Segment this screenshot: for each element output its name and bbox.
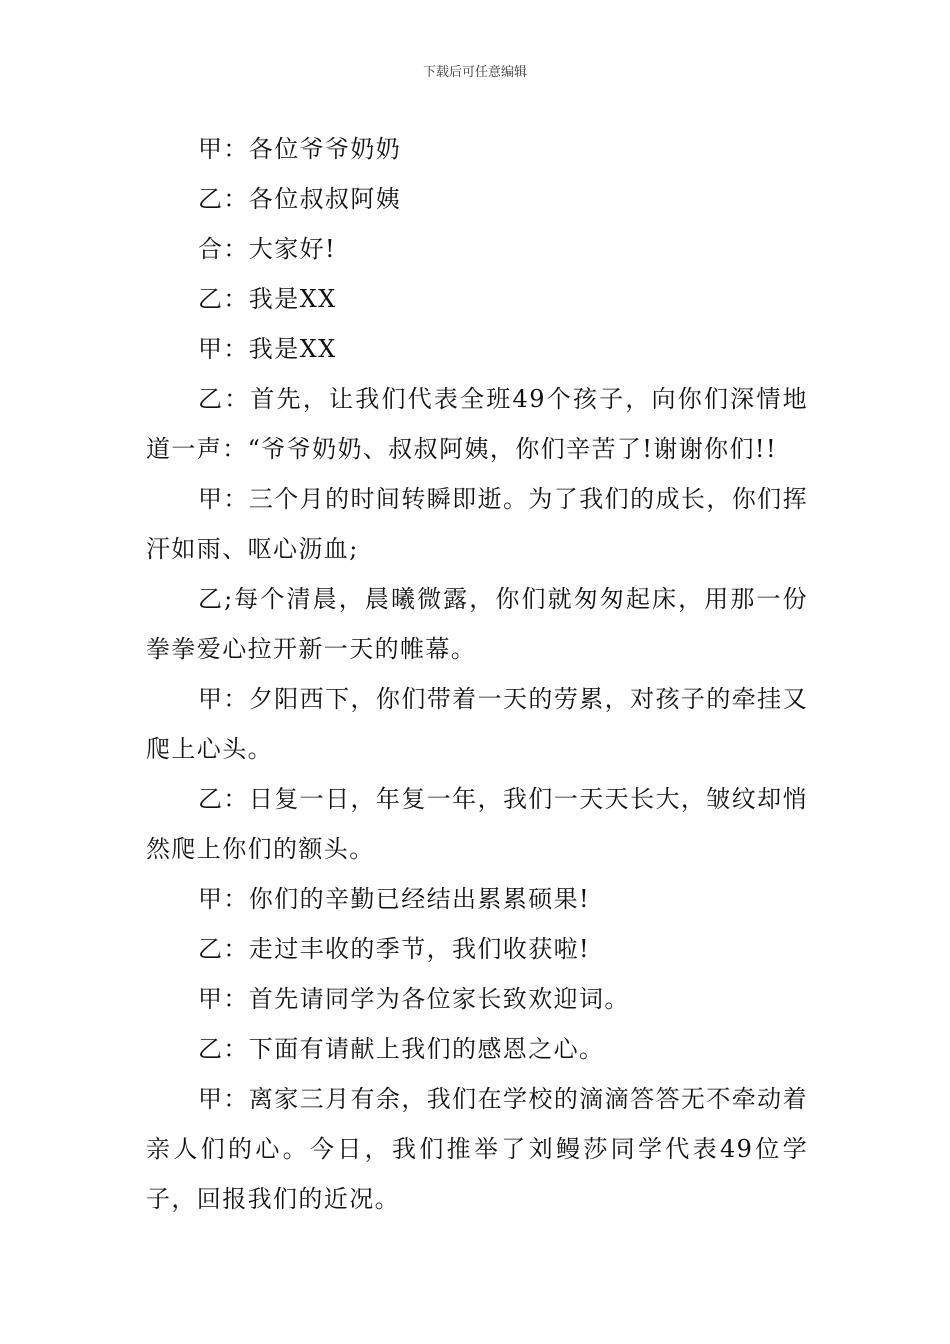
paragraph: 乙：各位叔叔阿姨 [198,185,402,213]
paragraph: 乙：下面有请献上我们的感恩之心。 [198,1035,605,1063]
paragraph: 甲：离家三月有余，我们在学校的滴滴答答无不牵动着亲人们的心。今日，我们推举了刘鳗莎同学代表49位学子，回报我们的近况。 [146,1085,808,1213]
paragraph: 甲：各位爷爷奶奶 [198,135,402,163]
page-header: 下载后可任意编辑 [422,65,527,80]
paragraph: 乙：日复一日，年复一年，我们一天天长大，皱纹却悄然爬上你们的额头。 [146,785,808,863]
paragraph: 乙;每个清晨，晨曦微露，你们就匆匆起床，用那一份拳拳爱心拉开新一天的帷幕。 [146,585,808,663]
paragraph: 乙：走过丰收的季节，我们收获啦! [198,935,591,963]
document-body [146,124,808,1224]
paragraph: 甲：三个月的时间转瞬即逝。为了我们的成长，你们挥汗如雨、呕心沥血; [146,485,808,563]
paragraph: 乙：首先，让我们代表全班49个孩子，向你们深情地道一声：“爷爷奶奶、叔叔阿姨，你们辛苦了!谢谢你们!! [146,385,808,463]
paragraph: 乙：我是XX [198,285,337,313]
paragraph: 甲：我是XX [198,335,337,363]
paragraph: 甲：夕阳西下，你们带着一天的劳累，对孩子的牵挂又爬上心头。 [146,685,808,763]
paragraph: 甲：首先请同学为各位家长致欢迎词。 [198,985,630,1013]
paragraph: 甲：你们的辛勤已经结出累累硕果! [198,885,591,913]
paragraph: 合：大家好! [198,235,337,263]
